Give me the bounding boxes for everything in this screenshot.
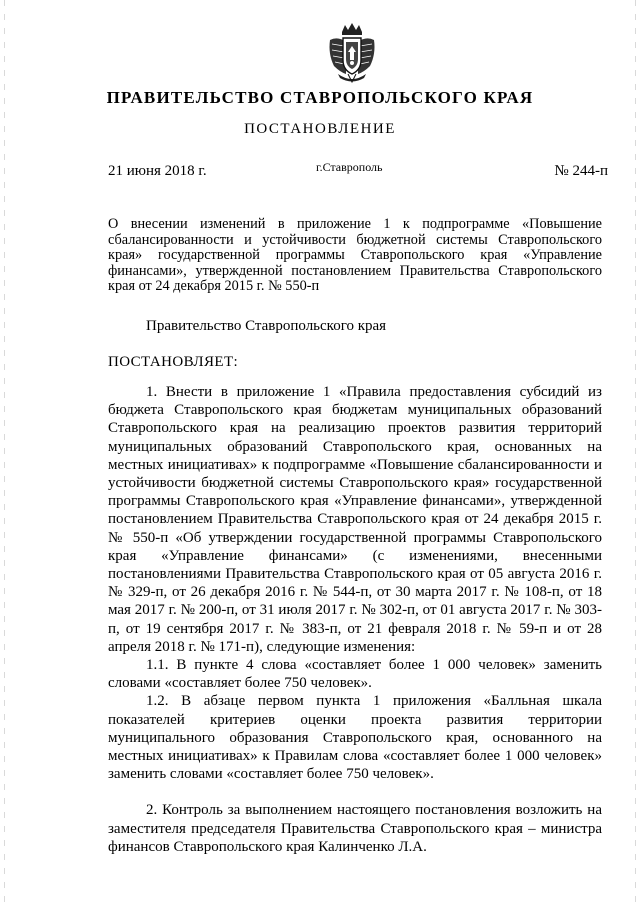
paragraph-2: 2. Контроль за выполнением настоящего постановления возложить на заместителя председателя Правительства Ставропольского края – министра финансов Ставропольского края Калинченко Л.А. [108, 802, 602, 855]
stavropol-coat-of-arms-icon [326, 22, 378, 84]
government-title: ПРАВИТЕЛЬСТВО СТАВРОПОЛЬСКОГО КРАЯ [106, 88, 534, 107]
decides-heading: ПОСТАНОВЛЯЕТ: [108, 354, 239, 370]
document-subject: О внесении изменений в приложение 1 к подпрограмме «Повышение сбалансированности и устойчивости бюджетной системы Ставропольского края» государственной программы Ставропольского края «Управление финансами», утвержденной постановлением Правительства Ставропольского края от 24 декабря 2015 г. № 550-п [108, 216, 602, 294]
document-meta [108, 160, 608, 184]
document-city: г.Ставрополь [316, 160, 383, 174]
preamble: Правительство Ставропольского края [146, 318, 387, 334]
document-body [108, 383, 602, 856]
paragraph-1-1: 1.1. В пункте 4 слова «составляет более 1 000 человек» заменить словами «составляет более 750 человек». [108, 657, 602, 692]
document-type: ПОСТАНОВЛЕНИЕ [244, 121, 396, 137]
document-number: № 244-п [554, 163, 608, 179]
document-date: 21 июня 2018 г. [108, 163, 207, 179]
paragraph-1: 1. Внести в приложение 1 «Правила предоставления субсидий из бюджета Ставропольского края бюджетам муниципальных образований Ставропольского края на реализацию проектов развития территорий муниципальных образований Ставропольского края, основанных на местных инициативах» к подпрограмме «Повышение сбалансированности и устойчивости бюджетной системы Ставропольского края» государственной программы Ставропольского края «Управление финансами», утвержденной постановлением Правительства Ставропольского края от 24 декабря 2015 г. № 550-п «Об утверждении государственной программы Ставропольского края «Управление финансами» (с изменениями, внесенными постановлениями Правительства Ставропольского края от 05 августа 2016 г. № 329-п, от 26 декабря 2016 г. № 544-п, от 30 марта 2017 г. № 108-п, от 18 мая 2017 г. № 200-п, от 31 июля 2017 г. № 302-п, от 01 августа 2017 г. № 303-п, от 19 сентября 2017 г. № 383-п, от 21 февраля 2018 г. № 59-п и от 28 апреля 2018 г. № 171-п), следующие изменения: [108, 384, 602, 655]
paragraph-1-2: 1.2. В абзаце первом пункта 1 приложения «Балльная шкала показателей критериев оценки проекта развития территории муниципального образования Ставропольского края, основанного на местных инициативах» к Правилам слова «составляет более 1 000 человек» заменить словами «составляет более 750 человек». [108, 693, 602, 783]
